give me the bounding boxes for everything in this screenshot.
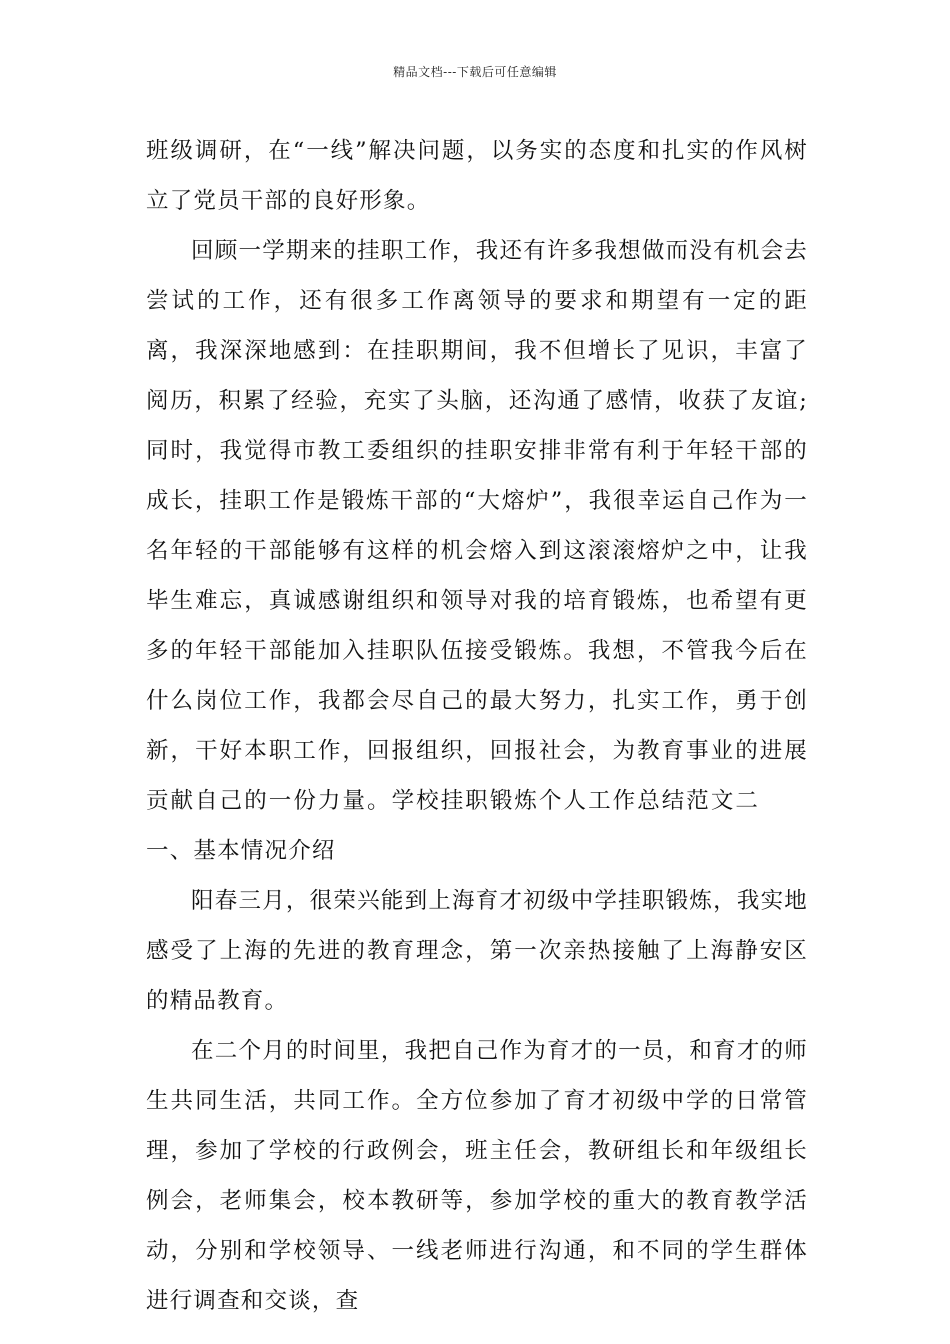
paragraph-activities: 在二个月的时间里，我把自己作为育才的一员，和育才的师生共同生活，共同工作。全方位参加了育才初级中学的日常管理，参加了学校的行政例会，班主任会，教研组长和年级组长例会，老师集会，校本教研等，参加学校的重大的教育教学活动，分别和学校领导、一线老师进行沟通，和不同的学生群体进行调查和交谈，查 xyxy=(146,1038,808,1314)
paragraph-reflection xyxy=(146,226,808,876)
paragraph-continuation: 班级调研，在“一线”解决问题，以务实的态度和扎实的作风树立了党员干部的良好形象。 xyxy=(146,138,808,214)
section-heading: 一、基本情况介绍 xyxy=(146,838,336,864)
paragraph-introduction: 阳春三月，很荣兴能到上海育才初级中学挂职锻炼，我实地感受了上海的先进的教育理念，第一次亲热接触了上海静安区的精品教育。 xyxy=(146,888,808,1014)
document-body xyxy=(146,126,808,1326)
page-header: 精品文档---下载后可任意编辑 xyxy=(393,65,557,79)
paragraph-reflection-text: 回顾一学期来的挂职工作，我还有许多我想做而没有机会去尝试的工作，还有很多工作离领导的要求和期望有一定的距离，我深深地感到：在挂职期间，我不但增长了见识，丰富了阅历，积累了经验，充实了头脑，还沟通了感情，收获了友谊;同时，我觉得市教工委组织的挂职安排非常有利于年轻干部的成长，挂职工作是锻炼干部的“大熔炉”，我很幸运自己作为一名年轻的干部能够有这样的机会熔入到这滚滚熔炉之中，让我毕生难忘，真诚感谢组织和领导对我的培育锻炼，也希望有更多的年轻干部能加入挂职队伍接受锻炼。我想，不管我今后在什么岗位工作，我都会尽自己的最大努力，扎实工作，勇于创新，干好本职工作，回报组织，回报社会，为教育事业的进展贡献自己的一份力量。学校挂职锻炼个人工作总结范文二 xyxy=(146,238,808,814)
